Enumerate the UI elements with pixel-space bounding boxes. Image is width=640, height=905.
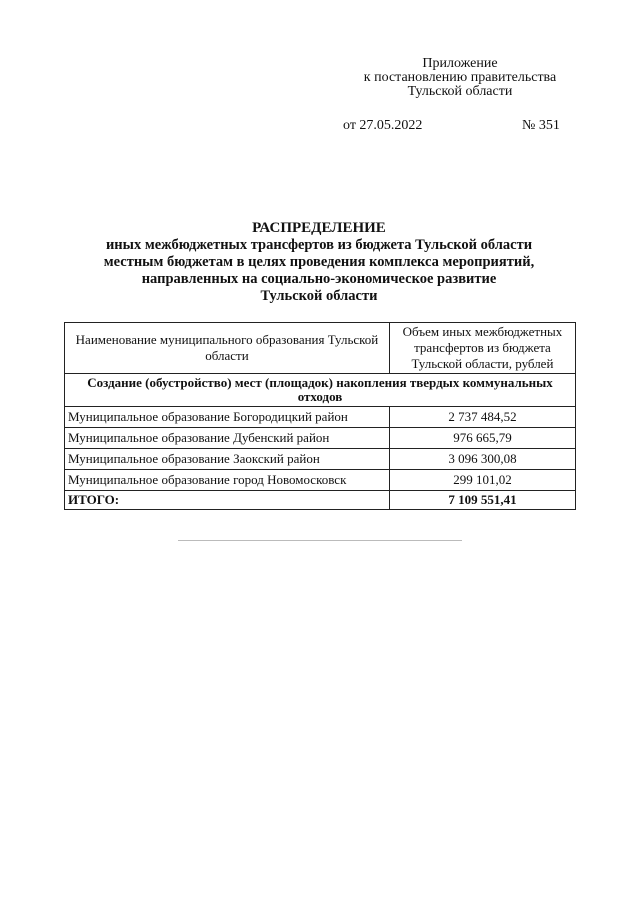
title-line: иных межбюджетных трансфертов из бюджета Тульской области (105, 237, 533, 253)
amount-value: 3 096 300,08 (389, 449, 575, 470)
total-value: 7 109 551,41 (389, 491, 575, 510)
document-date: от 27.05.2022 (343, 118, 423, 133)
section-row (65, 374, 576, 407)
total-label: ИТОГО: (65, 491, 390, 510)
municipality-name: Муниципальное образование Заокский район (65, 449, 390, 470)
title-line: местным бюджетам в целях проведения комплекса мероприятий, (103, 254, 535, 270)
amount-value: 2 737 484,52 (389, 407, 575, 428)
header-municipality: Наименование муниципального образования Тульской области (65, 323, 390, 374)
appendix-line: к постановлению правительства (363, 70, 557, 85)
municipality-name: Муниципальное образование Дубенский район (65, 428, 390, 449)
table-row (65, 407, 576, 428)
distribution-table (64, 322, 576, 510)
title-line: направленных на социально-экономическое развитие (141, 271, 497, 287)
amount-value: 976 665,79 (389, 428, 575, 449)
title-line: Тульской области (260, 288, 378, 304)
appendix-line: Тульской области (407, 84, 513, 99)
amount-value: 299 101,02 (389, 470, 575, 491)
municipality-name: Муниципальное образование Богородицкий район (65, 407, 390, 428)
table-row (65, 470, 576, 491)
table-header-row (65, 323, 576, 374)
header-amount: Объем иных межбюджетных трансфертов из бюджета Тульской области, рублей (389, 323, 575, 374)
section-title: Создание (обустройство) мест (площадок) накопления твердых коммунальных отходов (65, 374, 576, 407)
appendix-block (340, 57, 580, 99)
separator-line (178, 540, 462, 541)
total-row (65, 491, 576, 510)
municipality-name: Муниципальное образование город Новомосковск (65, 470, 390, 491)
title-main: РАСПРЕДЕЛЕНИЕ (252, 220, 386, 236)
document-title (60, 220, 578, 305)
appendix-line: Приложение (422, 56, 498, 71)
table-row (65, 428, 576, 449)
document-number: № 351 (522, 118, 560, 133)
table-row (65, 449, 576, 470)
